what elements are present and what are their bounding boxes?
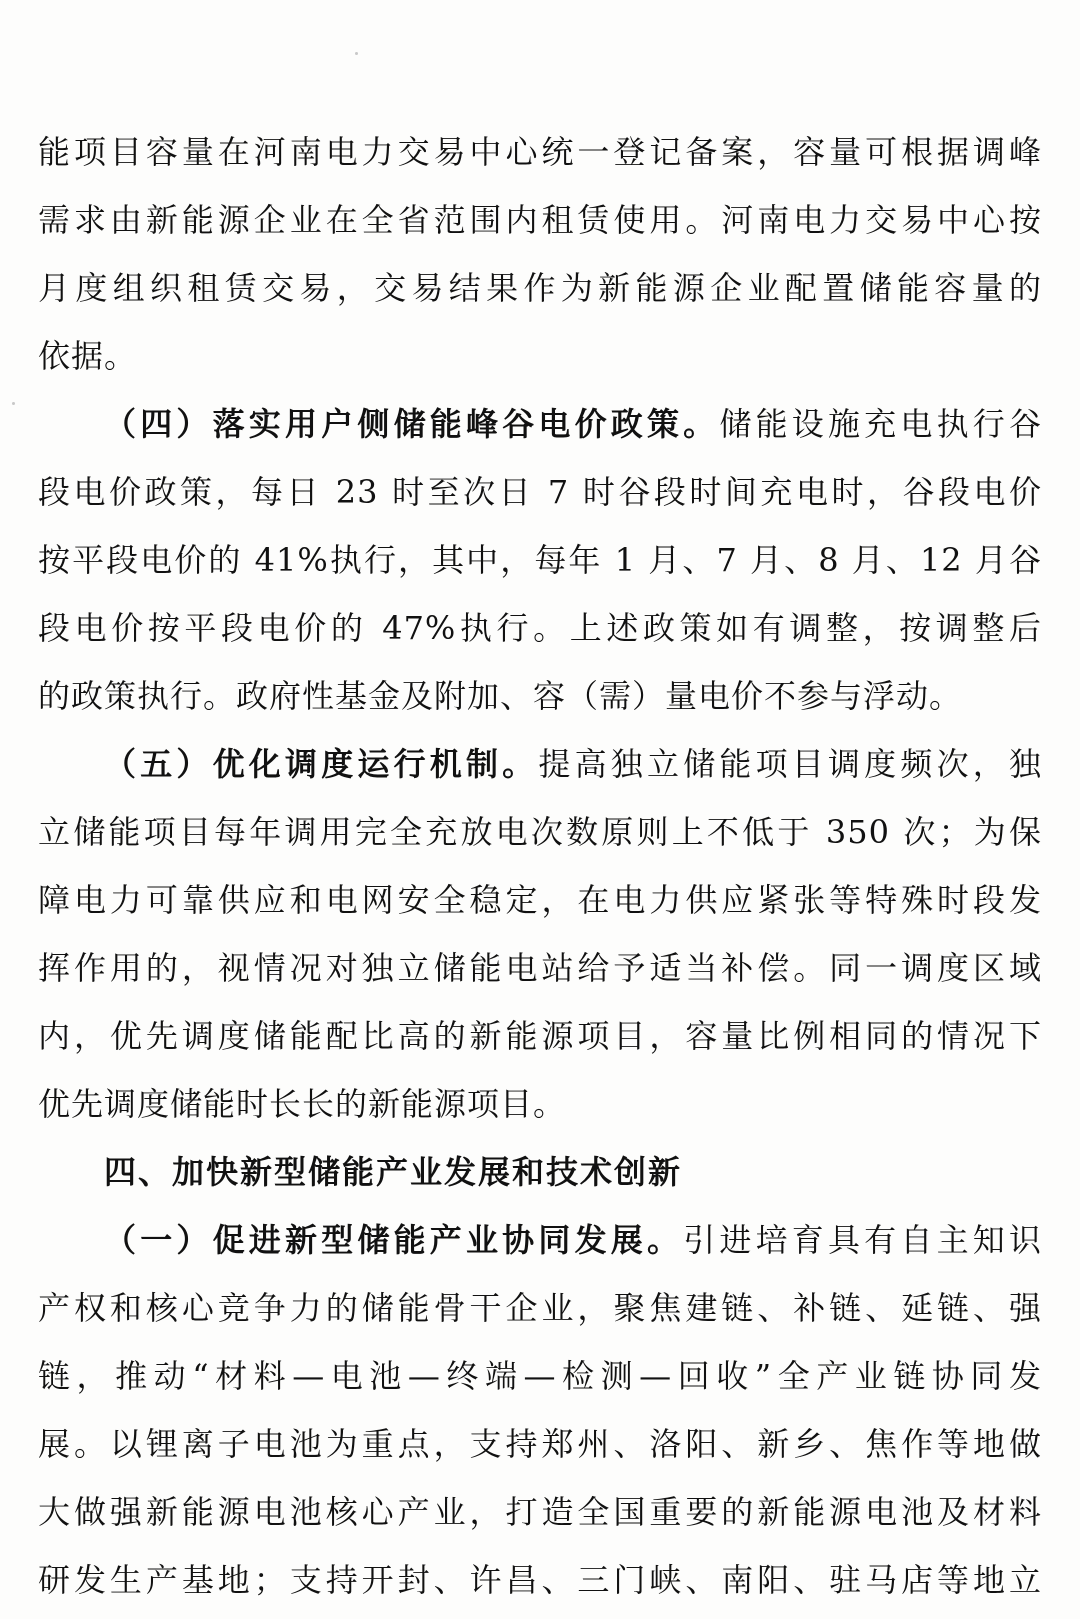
document-body (38, 118, 1042, 1614)
section-text: 引进培育具有自主知识 (683, 1221, 1042, 1259)
text-line: 需求由新能源企业在全省范围内租赁使用。河南电力交易中心按 (38, 201, 1042, 239)
text-line: 大做强新能源电池核心产业，打造全国重要的新能源电池及材料 (38, 1493, 1042, 1531)
section-first-line (38, 1206, 1042, 1274)
text-line: 产权和核心竞争力的储能骨干企业，聚焦建链、补链、延链、强 (38, 1289, 1042, 1327)
text-line: 障电力可靠供应和电网安全稳定，在电力供应紧张等特殊时段发 (38, 881, 1042, 919)
text-line: 依据。 (38, 337, 138, 375)
text-line: 展。以锂离子电池为重点，支持郑州、洛阳、新乡、焦作等地做 (38, 1425, 1042, 1463)
section-text: 储能设施充电执行谷 (719, 405, 1042, 443)
text-line: 能项目容量在河南电力交易中心统一登记备案，容量可根据调峰 (38, 133, 1042, 171)
section-peak-valley-pricing (38, 390, 1042, 730)
text-line: 内，优先调度储能配比高的新能源项目，容量比例相同的情况下 (38, 1017, 1042, 1055)
scan-speck (12, 402, 15, 405)
text-line: 月度组织租赁交易，交易结果作为新能源企业配置储能容量的 (38, 269, 1042, 307)
section-title: （四）落实用户侧储能峰谷电价政策。 (104, 405, 720, 443)
text-line: 按平段电价的 41%执行，其中，每年 1 月、7 月、8 月、12 月谷 (38, 541, 1042, 579)
text-line: 的政策执行。政府性基金及附加、容（需）量电价不参与浮动。 (38, 677, 963, 715)
section-dispatch-mechanism (38, 730, 1042, 1138)
text-line: 研发生产基地；支持开封、许昌、三门峡、南阳、驻马店等地立 (38, 1561, 1042, 1599)
text-line: 挥作用的，视情况对独立储能电站给予适当补偿。同一调度区域 (38, 949, 1042, 987)
text-line: 段电价按平段电价的 47%执行。上述政策如有调整，按调整后 (38, 609, 1042, 647)
text-line: 立储能项目每年调用完全充放电次数原则上不低于 350 次；为保 (38, 813, 1042, 851)
section-first-line (38, 730, 1042, 798)
section-industry-coordination (38, 1206, 1042, 1614)
text-line: 段电价政策，每日 23 时至次日 7 时谷段时间充电时，谷段电价 (38, 473, 1042, 511)
section-title: （一）促进新型储能产业协同发展。 (104, 1221, 684, 1259)
paragraph-continuation (38, 118, 1042, 390)
section-first-line (38, 390, 1042, 458)
section-text: 提高独立储能项目调度频次，独 (538, 745, 1042, 783)
text-line: 优先调度储能时长长的新能源项目。 (38, 1085, 567, 1123)
scan-speck (355, 52, 358, 55)
section-title: （五）优化调度运行机制。 (104, 745, 539, 783)
chapter-heading: 四、加快新型储能产业发展和技术创新 (104, 1153, 683, 1191)
text-line: 链，推动“材料—电池—终端—检测—回收”全产业链协同发 (38, 1357, 1042, 1395)
